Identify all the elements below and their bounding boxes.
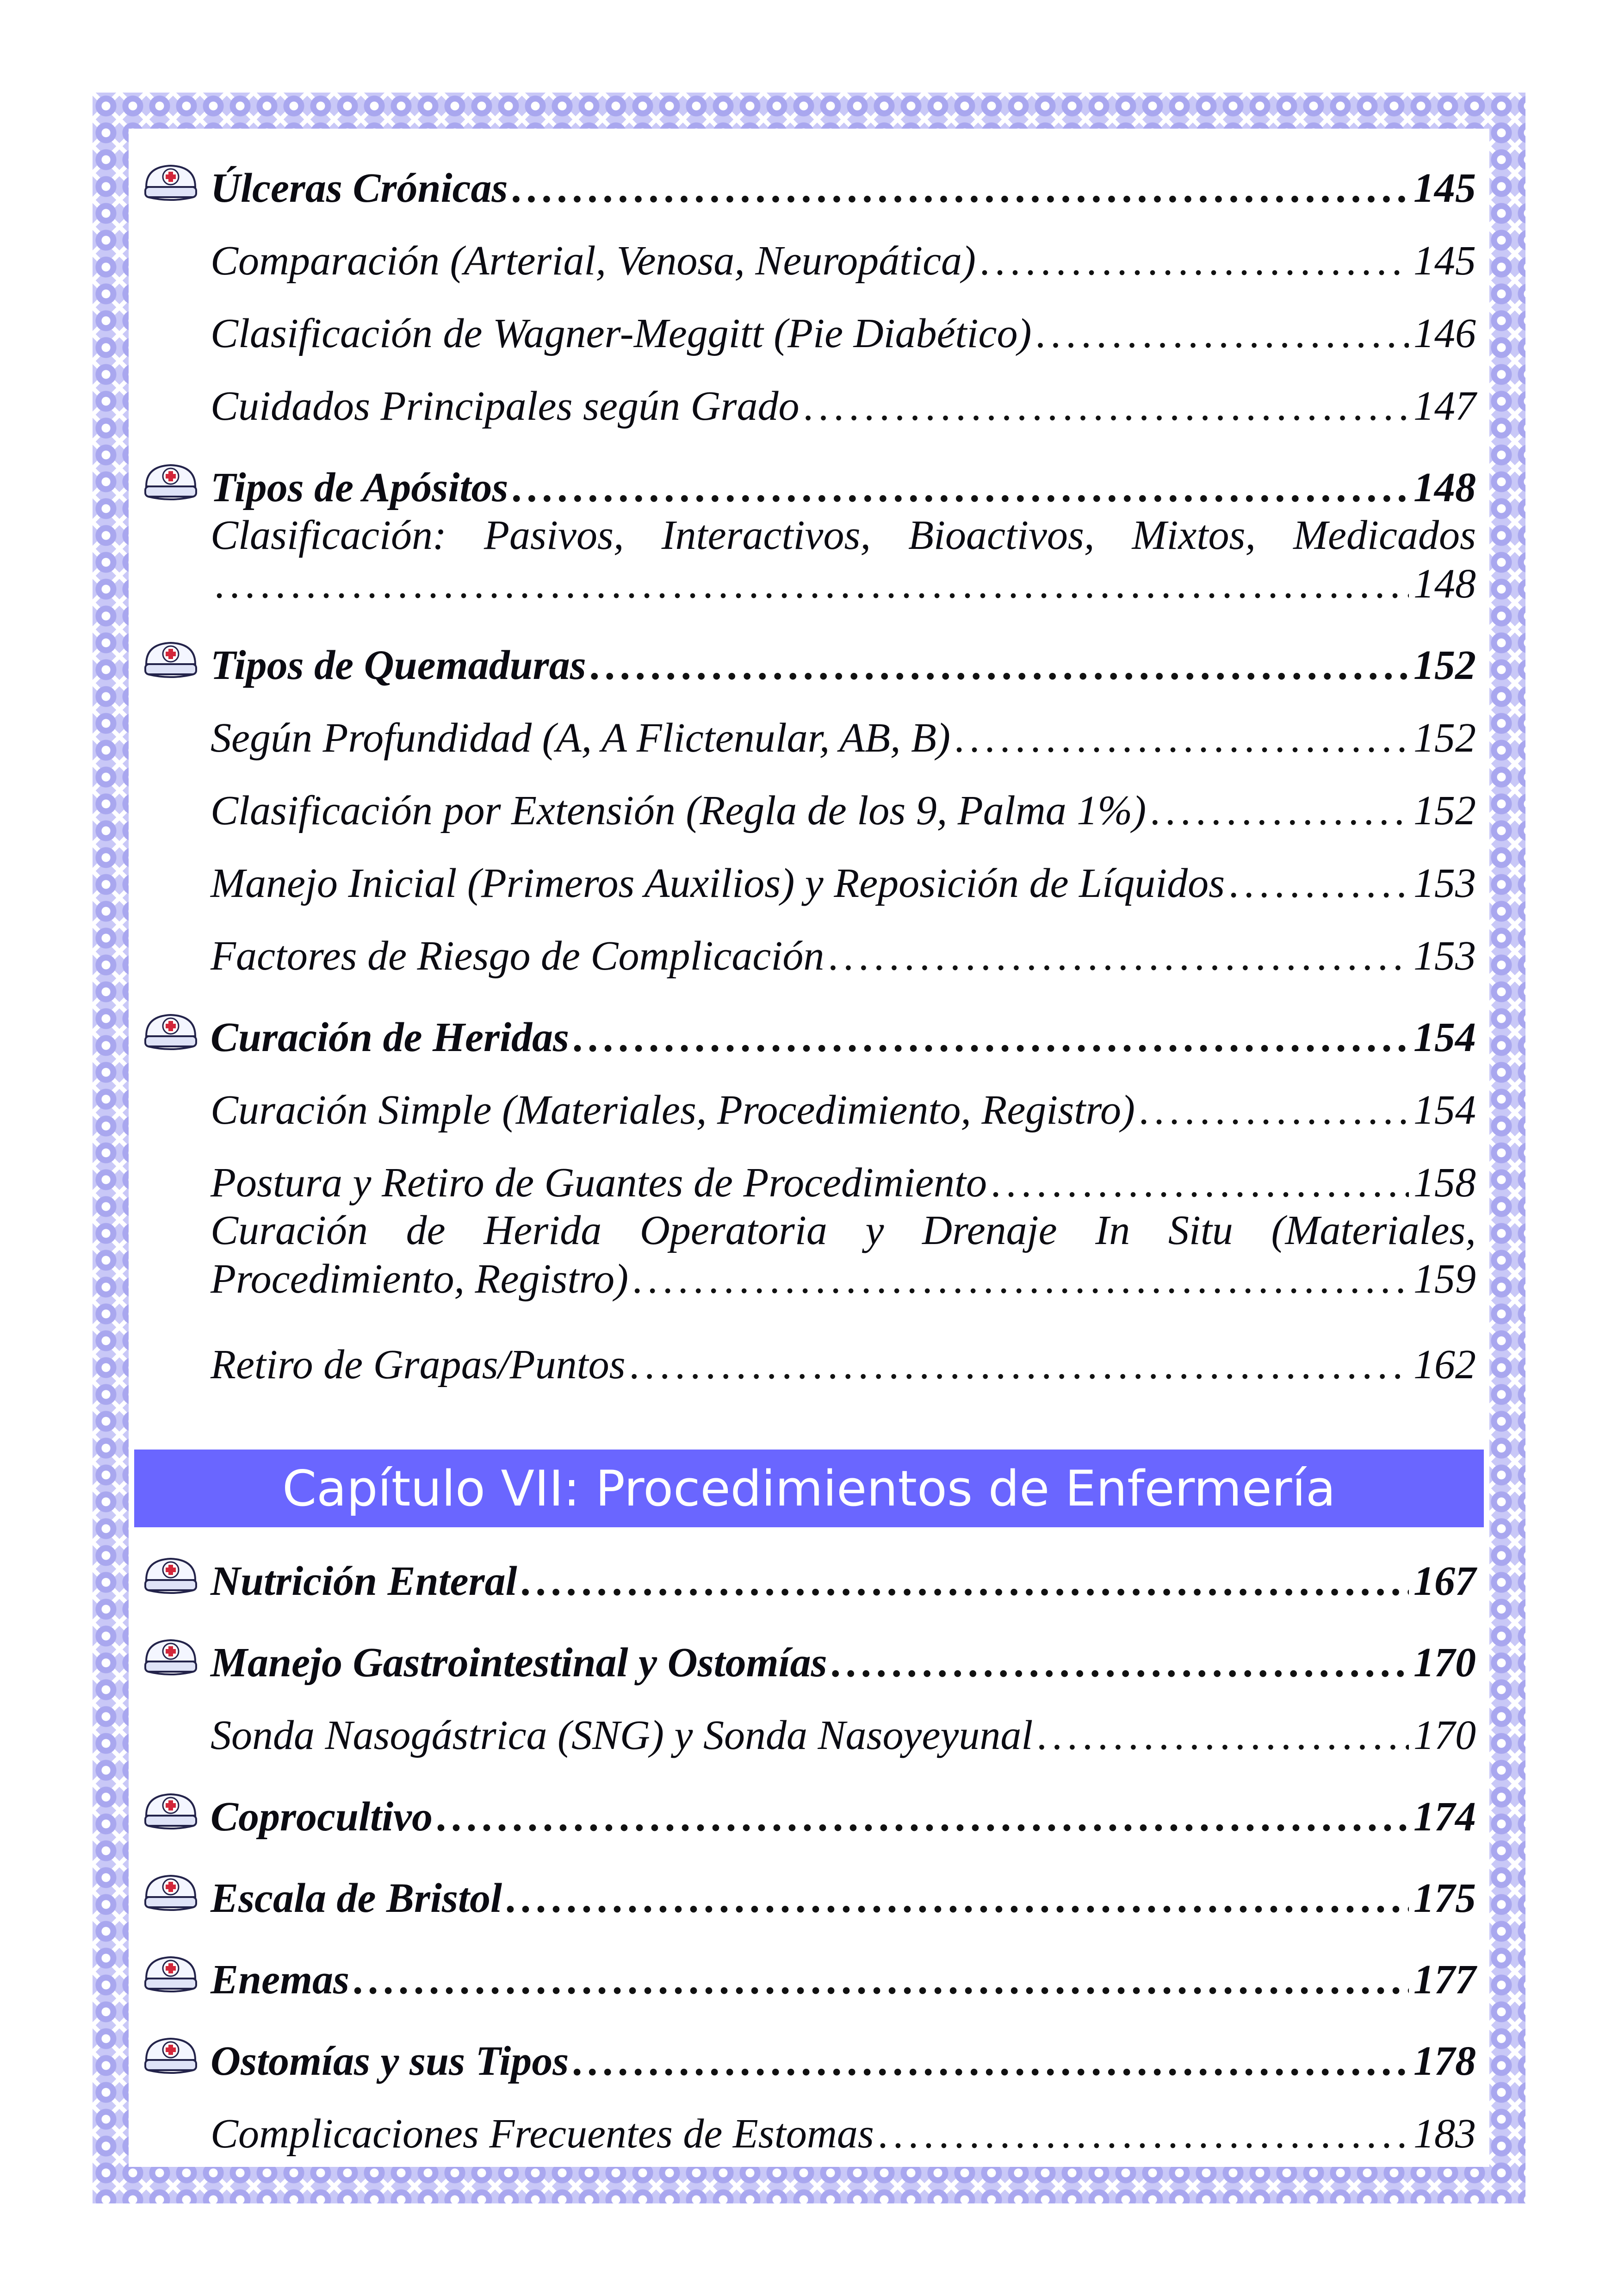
dot-leader <box>513 464 1409 511</box>
toc-entry-word: Pasivos, <box>484 512 624 558</box>
toc-entry-title: Enemas <box>211 1957 350 2003</box>
toc-section-entry[interactable] <box>143 1622 1476 1686</box>
table-of-contents <box>143 147 1476 1388</box>
toc-page-number: 170 <box>1413 1640 1476 1686</box>
nurse-cap-icon <box>143 163 198 202</box>
dot-leader <box>1151 787 1409 834</box>
toc-entry-title-continuation: Procedimiento, Registro) <box>211 1256 629 1302</box>
toc-section-entry[interactable] <box>143 447 1476 511</box>
toc-entry-title: Nutrición Enteral <box>211 1558 517 1604</box>
toc-entry-title: Sonda Nasogástrica (SNG) y Sonda Nasoyeyunal <box>211 1712 1033 1758</box>
dot-leader <box>1036 310 1409 357</box>
dot-leader <box>574 1014 1409 1061</box>
toc-entry-title: Coprocultivo <box>211 1794 433 1840</box>
toc-page-number: 159 <box>1413 1256 1476 1302</box>
toc-entry-title: Postura y Retiro de Guantes de Procedimiento <box>211 1160 987 1206</box>
dot-leader <box>507 1874 1409 1922</box>
toc-entry-word: (Materiales, <box>1271 1207 1476 1253</box>
nurse-cap-icon <box>143 1873 198 1912</box>
toc-section-entry[interactable] <box>143 996 1476 1061</box>
toc-page-number: 145 <box>1413 238 1476 284</box>
dot-leader <box>832 1639 1409 1686</box>
toc-page-number: 153 <box>1413 860 1476 906</box>
toc-entry-title: Retiro de Grapas/Puntos <box>211 1342 626 1388</box>
toc-entry-word: In <box>1095 1207 1130 1253</box>
toc-entry-second-line <box>211 560 1476 608</box>
toc-page-number: 152 <box>1413 788 1476 834</box>
dot-leader <box>879 2110 1409 2158</box>
toc-page-number: 154 <box>1413 1087 1476 1133</box>
toc-page-number: 154 <box>1413 1014 1476 1060</box>
dot-leader <box>354 1956 1409 2004</box>
toc-entry-word: Herida <box>484 1207 602 1253</box>
nurse-cap-icon <box>143 2036 198 2075</box>
toc-entry-word: Mixtos, <box>1132 512 1256 558</box>
toc-entry-title: Cuidados Principales según Grado <box>211 383 800 429</box>
toc-page-number: 148 <box>1413 561 1476 607</box>
toc-page-number: 148 <box>1413 465 1476 510</box>
toc-entry-title: Manejo Gastrointestinal y Ostomías <box>211 1640 827 1686</box>
toc-section-entry[interactable] <box>143 147 1476 212</box>
toc-entry-title: Escala de Bristol <box>211 1875 502 1921</box>
toc-page-number: 167 <box>1413 1558 1476 1604</box>
toc-entry-word: Clasificación: <box>211 512 446 558</box>
toc-entry-title: Comparación (Arterial, Venosa, Neuropática) <box>211 238 976 284</box>
toc-page-number: 177 <box>1413 1957 1476 2003</box>
toc-entry-word: Drenaje <box>922 1207 1057 1253</box>
toc-page-number: 147 <box>1413 383 1476 429</box>
toc-section-entry[interactable] <box>143 2020 1476 2085</box>
toc-entry-word: Bioactivos, <box>908 512 1095 558</box>
toc-section-entry[interactable] <box>143 1540 1476 1605</box>
dot-leader <box>992 1159 1409 1207</box>
toc-page-number: 153 <box>1413 933 1476 979</box>
nurse-cap-icon <box>143 1637 198 1676</box>
toc-entry-word: de <box>406 1207 446 1253</box>
toc-entry-word: Medicados <box>1293 512 1476 558</box>
toc-page-number: 170 <box>1413 1712 1476 1758</box>
toc-entry-title: Complicaciones Frecuentes de Estomas <box>211 2111 874 2157</box>
dot-leader <box>1037 1711 1409 1759</box>
dot-leader <box>591 641 1409 689</box>
dot-leader <box>955 714 1409 762</box>
dot-leader <box>522 1557 1409 1605</box>
table-of-contents-continued <box>143 1524 1476 2158</box>
toc-subsection-entry[interactable] <box>143 1061 1476 1134</box>
dot-leader <box>1229 859 1409 907</box>
nurse-cap-icon <box>143 462 198 501</box>
toc-entry-word: Curación <box>211 1207 368 1253</box>
toc-subsection-entry[interactable] <box>143 1686 1476 1759</box>
toc-entry-second-line <box>211 1255 1476 1303</box>
toc-section-entry[interactable] <box>143 624 1476 689</box>
toc-subsection-entry[interactable] <box>143 357 1476 430</box>
toc-entry-title-line <box>211 511 1476 559</box>
dot-leader <box>633 1255 1409 1303</box>
toc-entry-title: Curación de Heridas <box>211 1014 570 1060</box>
toc-entry-word: Situ <box>1168 1207 1233 1253</box>
nurse-cap-icon <box>143 1012 198 1051</box>
toc-subsection-entry[interactable] <box>143 2085 1476 2158</box>
dot-leader <box>513 164 1409 212</box>
toc-page-number: 145 <box>1413 165 1476 211</box>
toc-entry-title: Según Profundidad (A, A Flictenular, AB, B) <box>211 715 950 761</box>
toc-section-entry[interactable] <box>143 1776 1476 1841</box>
nurse-cap-icon <box>143 1954 198 1993</box>
toc-subsection-entry[interactable] <box>143 1316 1476 1388</box>
dot-leader <box>573 2037 1409 2085</box>
toc-entry-title: Curación Simple (Materiales, Procedimiento, Registro) <box>211 1087 1135 1133</box>
toc-entry-wrapped[interactable] <box>143 511 1476 608</box>
toc-entry-title: Clasificación por Extensión (Regla de los 9, Palma 1%) <box>211 788 1147 834</box>
toc-page-number: 174 <box>1413 1794 1476 1840</box>
toc-page-number: 152 <box>1413 642 1476 688</box>
toc-entry-word: Interactivos, <box>661 512 871 558</box>
toc-page-number: 175 <box>1413 1875 1476 1921</box>
dot-leader <box>804 382 1409 430</box>
toc-section-entry[interactable] <box>143 1939 1476 2004</box>
toc-subsection-entry[interactable] <box>143 907 1476 980</box>
chapter-heading <box>134 1450 1484 1527</box>
dot-leader <box>980 237 1409 285</box>
toc-entry-title: Tipos de Apósitos <box>211 465 508 510</box>
toc-subsection-entry[interactable] <box>143 212 1476 285</box>
toc-entry-title: Factores de Riesgo de Complicación <box>211 933 824 979</box>
toc-entry-wrapped[interactable] <box>143 1207 1476 1303</box>
toc-subsection-entry[interactable] <box>143 834 1476 907</box>
chapter-title: Capítulo VII: Procedimientos de Enfermería <box>282 1460 1336 1517</box>
dot-leader <box>437 1793 1409 1841</box>
toc-page-number: 152 <box>1413 715 1476 761</box>
toc-page-number: 183 <box>1413 2111 1476 2157</box>
dot-leader <box>215 560 1409 608</box>
nurse-cap-icon <box>143 1556 198 1595</box>
toc-entry-title: Clasificación de Wagner-Meggitt (Pie Diabético) <box>211 311 1032 356</box>
toc-page-number: 158 <box>1413 1160 1476 1206</box>
toc-entry-title: Tipos de Quemaduras <box>211 642 586 688</box>
dot-leader <box>1140 1086 1409 1134</box>
nurse-cap-icon <box>143 1792 198 1830</box>
toc-subsection-entry[interactable] <box>143 1134 1476 1207</box>
dot-leader <box>829 932 1409 980</box>
toc-subsection-entry[interactable] <box>143 689 1476 762</box>
nurse-cap-icon <box>143 640 198 679</box>
toc-page-number: 162 <box>1413 1342 1476 1388</box>
toc-page-number: 178 <box>1413 2038 1476 2084</box>
toc-entry-word: Operatoria <box>639 1207 827 1253</box>
toc-page-number: 146 <box>1413 311 1476 356</box>
toc-entry-word: y <box>865 1207 884 1253</box>
toc-section-entry[interactable] <box>143 1857 1476 1922</box>
toc-entry-title: Úlceras Crónicas <box>211 165 508 211</box>
toc-subsection-entry[interactable] <box>143 762 1476 834</box>
toc-subsection-entry[interactable] <box>143 285 1476 357</box>
toc-entry-title-line <box>211 1207 1476 1254</box>
toc-entry-title: Manejo Inicial (Primeros Auxilios) y Reposición de Líquidos <box>211 860 1225 906</box>
toc-entry-title: Ostomías y sus Tipos <box>211 2038 569 2084</box>
dot-leader <box>630 1341 1409 1388</box>
